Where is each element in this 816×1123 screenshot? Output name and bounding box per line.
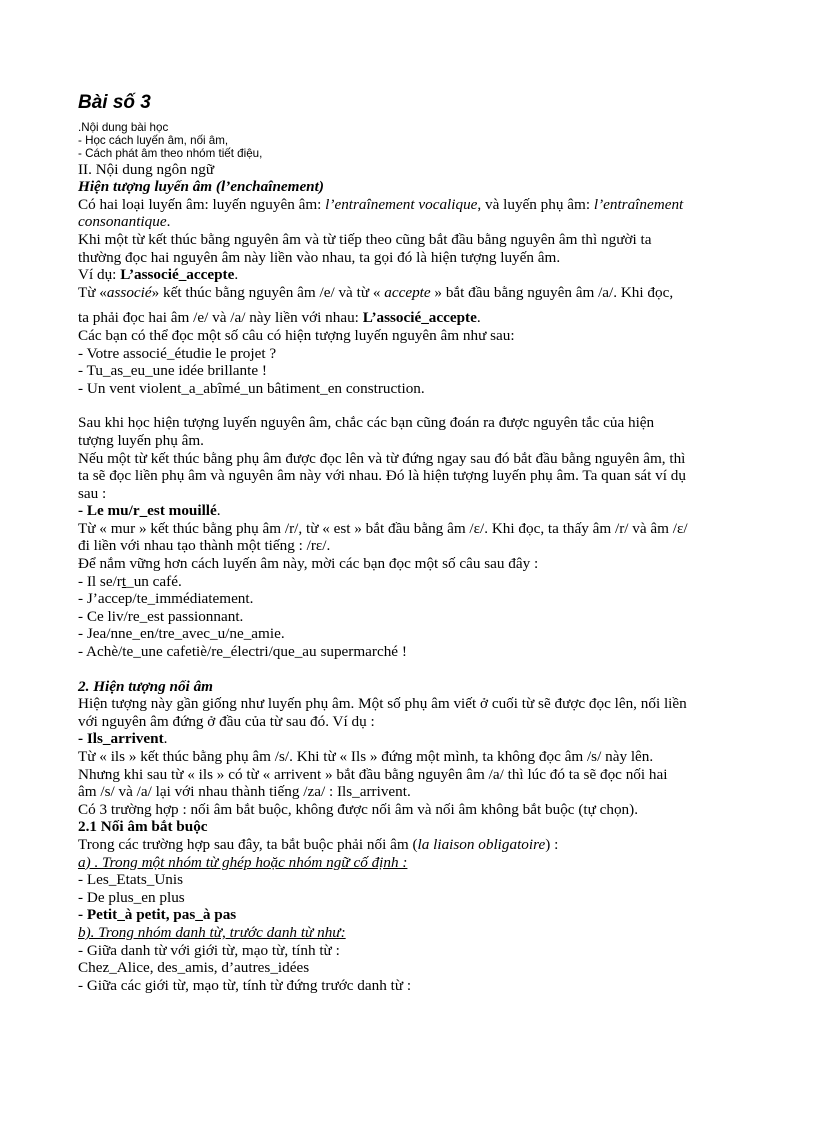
spacer [78, 397, 748, 414]
spacer [78, 661, 748, 678]
paragraph-line: ta sẽ đọc liền phụ âm và nguyên âm này với nhau. Đó là hiện tượng luyến phụ âm. Ta quan sát ví dụ [78, 467, 686, 485]
paragraph-line: Có 3 trường hợp : nối âm bắt buộc, không được nối âm và nối âm không bắt buộc (tự chọn). [78, 800, 639, 818]
example-line: - Le mu/r_est mouillé. [78, 502, 221, 520]
example-line: - Ils_arrivent. [78, 730, 168, 748]
section-heading: II. Nội dung ngôn ngữ [78, 160, 215, 178]
paragraph-line: Các bạn có thể đọc một số câu có hiện tượng luyến nguyên âm như sau: [78, 326, 515, 344]
spacer [78, 301, 748, 309]
lesson-intro [78, 121, 748, 161]
subheading-enchainement: Hiện tượng luyến âm (l’enchaînement) [78, 178, 324, 196]
list-item: - Giữa các giới từ, mạo từ, tính từ đứng trước danh từ : [78, 976, 412, 994]
intro-line: - Cách phát âm theo nhóm tiết điệu, [78, 147, 263, 161]
example-line: Ví dụ: L’associé_accepte. [78, 266, 239, 284]
paragraph: Có hai loại luyến âm: luyến nguyên âm: l’entraînement vocalique, và luyến phụ âm: l’entraînement [78, 195, 684, 213]
example-sentence: - Il se/rt_un café. [78, 572, 182, 590]
paragraph-line: Nhưng khi sau từ « ils » có từ « arrivent » bắt đầu bằng nguyên âm /a/ thì lúc đó ta sẽ đọc nối hai [78, 765, 668, 783]
list-item: - De plus_en plus [78, 888, 185, 906]
list-item: - Petit_à petit, pas_à pas [78, 906, 237, 924]
paragraph-line: đi liền với nhau tạo thành một tiếng : /rɛ/. [78, 537, 331, 555]
paragraph-line: âm /s/ và /a/ lại với nhau thành tiếng /za/ : Ils_arrivent. [78, 783, 411, 801]
case-heading: b). Trong nhóm danh từ, trước danh từ như: [78, 923, 346, 941]
paragraph-line: sau : [78, 484, 107, 502]
example-sentence: - Un vent violent_a_abîmé_un bâtiment_en construction. [78, 379, 425, 397]
paragraph-line: Trong các trường hợp sau đây, ta bắt buộc phải nối âm (la liaison obligatoire) : [78, 835, 559, 853]
example-sentence: - Achè/te_une cafetiè/re_électri/que_au supermarché ! [78, 643, 407, 661]
paragraph-line: Hiện tượng này gần giống như luyến phụ âm. Một số phụ âm viết ở cuối từ sẽ được đọc lên, nối liền [78, 695, 687, 713]
subsection-heading: 2.1 Nối âm bắt buộc [78, 818, 208, 836]
example-sentence: - Tu_as_eu_une idée brillante ! [78, 362, 267, 380]
section-heading-liaison: 2. Hiện tượng nối âm [78, 677, 213, 695]
paragraph-line: Từ «associé» kết thúc bằng nguyên âm /e/ và từ « accepte » bắt đầu bằng nguyên âm /a/. Khi đọc, [78, 283, 674, 301]
paragraph: consonantique. [78, 213, 171, 231]
example-sentence: - Jea/nne_en/tre_avec_u/ne_amie. [78, 625, 285, 643]
document-page [78, 92, 748, 994]
list-item: - Les_Etats_Unis [78, 871, 184, 889]
paragraph-line: Từ « ils » kết thúc bằng phụ âm /s/. Khi từ « Ils » đứng một mình, ta không đọc âm /s/ này lên. [78, 748, 654, 766]
paragraph-line: với nguyên âm đứng ở đầu của từ sau đó. Ví dụ : [78, 712, 375, 730]
paragraph-line: Sau khi học hiện tượng luyến nguyên âm, chắc các bạn cũng đoán ra được nguyên tắc của hiện [78, 414, 655, 432]
paragraph-line: Để nắm vững hơn cách luyến âm này, mời các bạn đọc một số câu sau đây : [78, 555, 539, 573]
paragraph-line: Khi một từ kết thúc bằng nguyên âm và từ tiếp theo cũng bắt đầu bằng nguyên âm thì người ta [78, 230, 652, 248]
list-item: Chez_Alice, des_amis, d’autres_idées [78, 959, 310, 977]
paragraph-line: Nếu một từ kết thúc bằng phụ âm được đọc lên và từ đứng ngay sau đó bắt đầu bằng nguyên âm, thì [78, 449, 686, 467]
intro-line: - Học cách luyến âm, nối âm, [78, 134, 229, 148]
paragraph-line: Từ « mur » kết thúc bằng phụ âm /r/, từ « est » bắt đầu bằng âm /ɛ/. Khi đọc, ta thấy âm /r/ và âm /ɛ/ [78, 519, 688, 537]
list-item: - Giữa danh từ với giới từ, mạo từ, tính từ : [78, 941, 340, 959]
example-sentence: - J’accep/te_immédiatement. [78, 590, 254, 608]
paragraph-line: thường đọc hai nguyên âm này liền vào nhau, ta gọi đó là hiện tượng luyến âm. [78, 248, 561, 266]
example-sentence: - Ce liv/re_est passionnant. [78, 607, 244, 625]
intro-line: .Nội dung bài học [78, 121, 169, 134]
case-heading: a) . Trong một nhóm từ ghép hoặc nhóm ngữ cố định : [78, 853, 408, 871]
paragraph-line: ta phải đọc hai âm /e/ và /a/ này liền với nhau: L’associé_accepte. [78, 309, 481, 327]
lesson-title: Bài số 3 [78, 92, 151, 113]
paragraph-line: tượng luyến phụ âm. [78, 431, 204, 449]
example-sentence: - Votre associé_étudie le projet ? [78, 344, 277, 362]
